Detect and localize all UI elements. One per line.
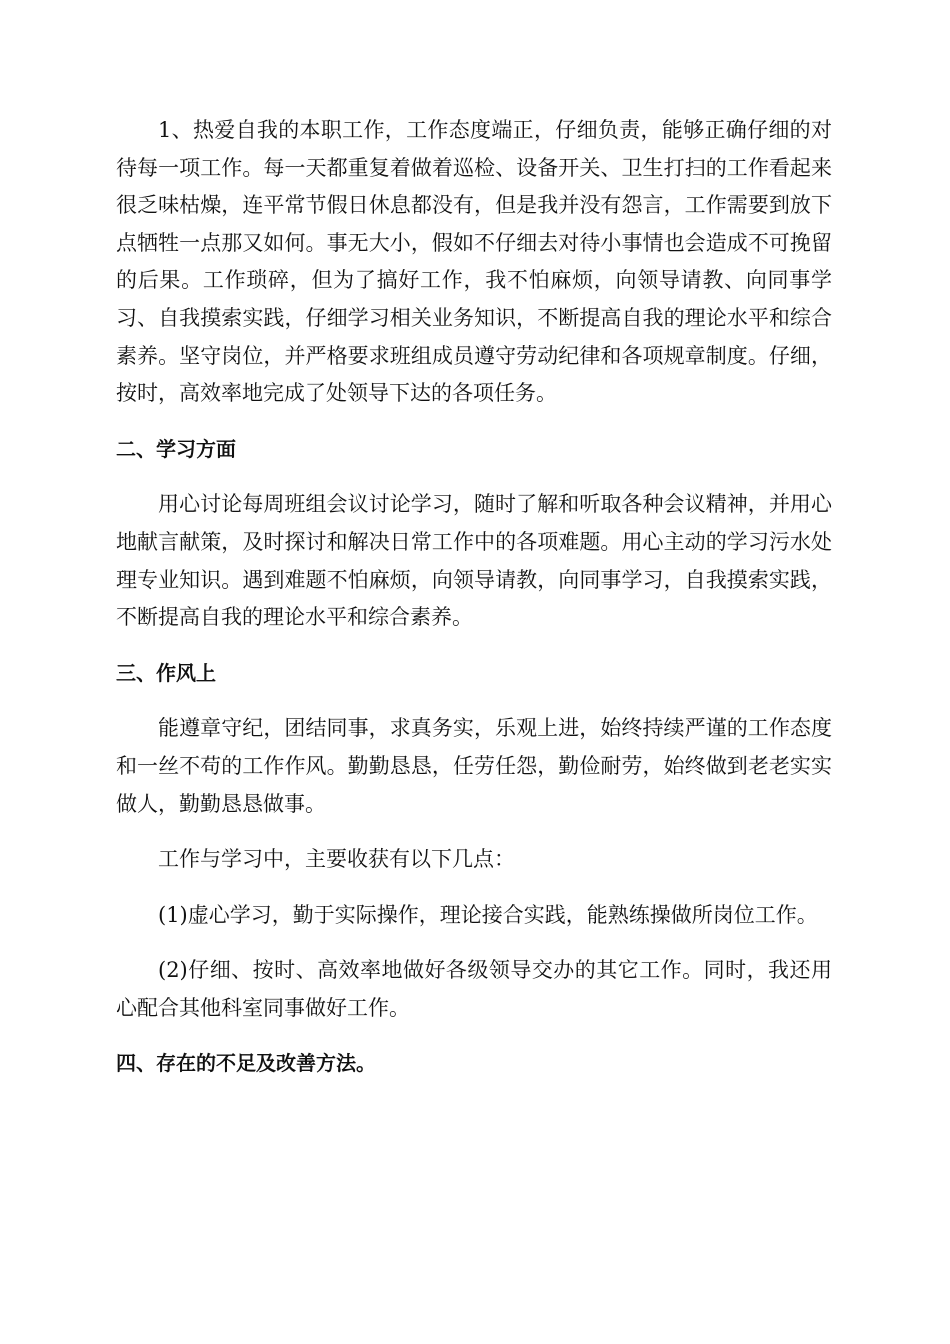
paragraph-gain-2: (2)仔细、按时、高效率地做好各级领导交办的其它工作。同时，我还用心配合其他科室同事做好工作。: [116, 958, 832, 1020]
document-page: [116, 112, 832, 1101]
section-heading-study: 二、学习方面: [116, 436, 236, 461]
paragraph-study: 用心讨论每周班组会议讨论学习，随时了解和听取各种会议精神，并用心地献言献策，及时探讨和解决日常工作中的各项难题。用心主动的学习污水处理专业知识。遇到难题不怕麻烦，向领导请教，向同事学习，自我摸索实践，不断提高自我的理论水平和综合素养。: [116, 492, 832, 630]
paragraph-work-attitude: 1、热爱自我的本职工作，工作态度端正，仔细负责，能够正确仔细的对待每一项工作。每一天都重复着做着巡检、设备开关、卫生打扫的工作看起来很乏味枯燥，连平常节假日休息都没有，但是我并没有怨言，工作需要到放下点牺牲一点那又如何。事无大小，假如不仔细去对待小事情也会造成不可挽留的后果。工作琐碎，但为了搞好工作，我不怕麻烦，向领导请教、向同事学习、自我摸索实践，仔细学习相关业务知识，不断提高自我的理论水平和综合素养。坚守岗位，并严格要求班组成员遵守劳动纪律和各项规章制度。仔细，按时，高效率地完成了处领导下达的各项任务。: [116, 118, 832, 406]
paragraph-gain-1: (1)虚心学习，勤于实际操作，理论接合实践，能熟练操做所岗位工作。: [158, 902, 818, 927]
section-heading-shortcomings: 四、存在的不足及改善方法。: [116, 1051, 376, 1076]
section-heading-style: 三、作风上: [116, 660, 216, 685]
paragraph-style: 能遵章守纪，团结同事，求真务实，乐观上进，始终持续严谨的工作态度和一丝不苟的工作作风。勤勤恳恳，任劳任怨，勤俭耐劳，始终做到老老实实做人，勤勤恳恳做事。: [116, 716, 832, 816]
paragraph-gains-intro: 工作与学习中，主要收获有以下几点：: [158, 847, 515, 872]
